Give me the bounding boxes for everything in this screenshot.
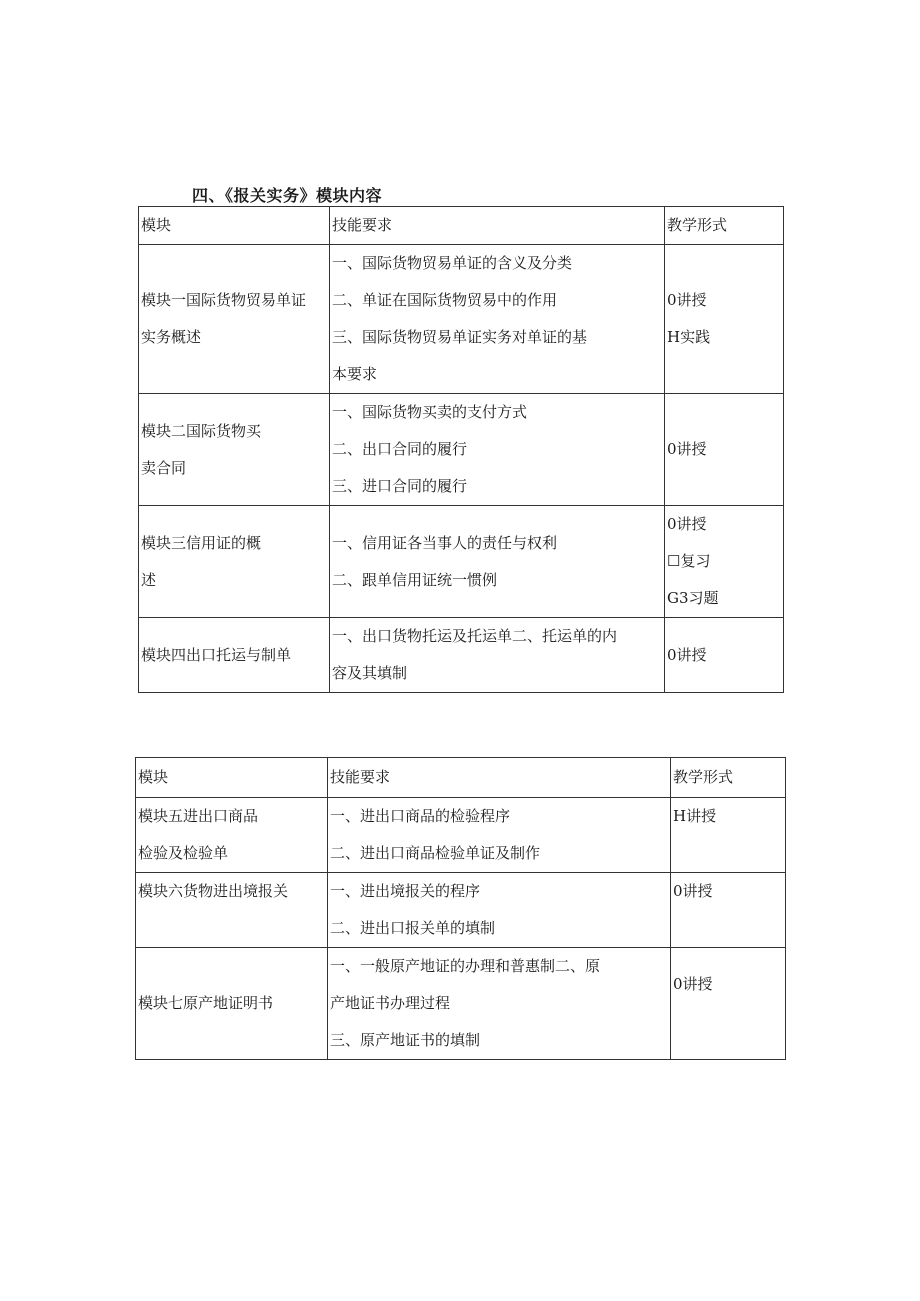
table-row xyxy=(136,948,786,1060)
table-row xyxy=(136,798,786,873)
forms-cell xyxy=(671,948,786,1060)
skill-line: 产地证书办理过程 xyxy=(330,994,451,1012)
skills-cell xyxy=(330,506,665,618)
module-line: 模块四出口托运与制单 xyxy=(141,645,292,664)
table-row xyxy=(139,506,784,618)
form-line: H实践 xyxy=(667,328,711,346)
table-row xyxy=(139,245,784,394)
section-heading: 四、《报关实务》模块内容 xyxy=(192,186,383,205)
skill-line: 一、出口货物托运及托运单二、托运单的内 xyxy=(332,627,618,645)
form-line: 0讲授 xyxy=(673,975,713,993)
module-table-1 xyxy=(138,206,784,693)
module-cell xyxy=(139,394,330,506)
skill-line: 本要求 xyxy=(332,365,378,383)
module-line: 模块二国际货物买 xyxy=(141,421,262,440)
form-line: 0讲授 xyxy=(667,515,707,533)
table-header-row xyxy=(136,758,786,798)
skill-line: 二、出口合同的履行 xyxy=(332,440,468,458)
forms-cell xyxy=(665,618,784,693)
forms-cell xyxy=(671,798,786,873)
form-line: 0讲授 xyxy=(667,440,707,458)
skills-cell xyxy=(328,798,671,873)
form-line: ☐复习 xyxy=(667,552,711,570)
table-row xyxy=(139,394,784,506)
module-cell xyxy=(136,798,328,873)
skill-line: 三、国际货物贸易单证实务对单证的基 xyxy=(332,328,588,346)
skill-line: 三、原产地证书的填制 xyxy=(330,1031,481,1049)
header-skills: 技能要求 xyxy=(330,207,665,245)
form-line: G3习题 xyxy=(667,589,719,607)
skills-cell xyxy=(330,245,665,394)
form-line: 0讲授 xyxy=(673,882,713,900)
module-table-2 xyxy=(135,757,786,1060)
module-cell xyxy=(139,245,330,394)
module-cell xyxy=(139,618,330,693)
module-line: 模块三信用证的概 xyxy=(141,533,262,552)
skill-line: 二、进出口报关单的填制 xyxy=(330,919,496,937)
module-cell xyxy=(139,506,330,618)
module-line: 卖合同 xyxy=(141,458,187,477)
form-line: H讲授 xyxy=(673,807,717,825)
module-line: 实务概述 xyxy=(141,328,202,346)
skills-cell xyxy=(330,618,665,693)
form-line: 0讲授 xyxy=(667,645,707,664)
module-cell xyxy=(136,948,328,1060)
skill-line: 一、进出口商品的检验程序 xyxy=(330,807,511,825)
skills-cell xyxy=(328,873,671,948)
skill-line: 一、信用证各当事人的责任与权利 xyxy=(332,533,558,552)
skill-line: 容及其填制 xyxy=(332,664,408,682)
header-forms: 教学形式 xyxy=(671,758,786,798)
header-skills: 技能要求 xyxy=(328,758,671,798)
module-line: 述 xyxy=(141,570,157,589)
skills-cell xyxy=(328,948,671,1060)
skill-line: 一、国际货物贸易单证的含义及分类 xyxy=(332,254,573,272)
skills-cell xyxy=(330,394,665,506)
module-line: 模块六货物进出境报关 xyxy=(138,882,289,900)
table-header-row xyxy=(139,207,784,245)
skill-line: 一、进出境报关的程序 xyxy=(330,882,481,900)
module-line: 模块七原产地证明书 xyxy=(138,994,274,1012)
forms-cell xyxy=(671,873,786,948)
skill-line: 二、进出口商品检验单证及制作 xyxy=(330,844,541,862)
forms-cell xyxy=(665,506,784,618)
skill-line: 一、一般原产地证的办理和普惠制二、原 xyxy=(330,957,601,975)
header-module: 模块 xyxy=(136,758,328,798)
forms-cell xyxy=(665,245,784,394)
header-forms: 教学形式 xyxy=(665,207,784,245)
table-row xyxy=(139,618,784,693)
skill-line: 二、跟单信用证统一惯例 xyxy=(332,570,498,589)
module-cell xyxy=(136,873,328,948)
module-line: 模块一国际货物贸易单证 xyxy=(141,291,307,309)
skill-line: 三、进口合同的履行 xyxy=(332,477,468,495)
forms-cell xyxy=(665,394,784,506)
module-line: 模块五进出口商品 xyxy=(138,807,259,825)
table-row xyxy=(136,873,786,948)
form-line: 0讲授 xyxy=(667,291,707,309)
header-module: 模块 xyxy=(139,207,330,245)
skill-line: 一、国际货物买卖的支付方式 xyxy=(332,403,528,421)
module-line: 检验及检验单 xyxy=(138,844,229,862)
skill-line: 二、单证在国际货物贸易中的作用 xyxy=(332,291,558,309)
